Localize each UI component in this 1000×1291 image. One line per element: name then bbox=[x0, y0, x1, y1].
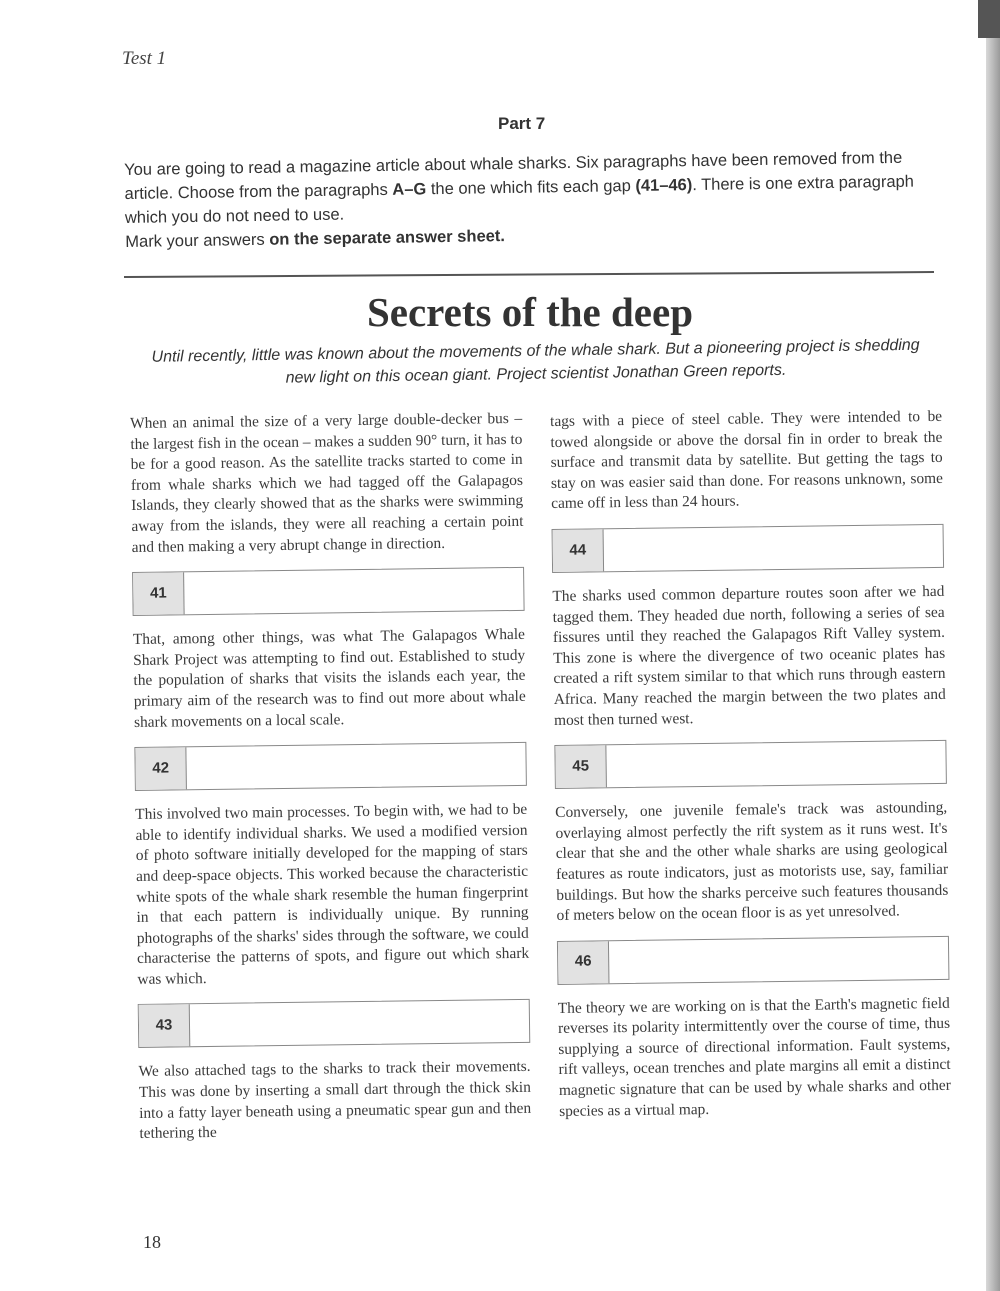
gap-answer-slot[interactable] bbox=[604, 525, 944, 571]
paragraph: The sharks used common departure routes soon after we had tagged them. They headed due north, following a series of sea fissures until they reached the Galapagos Rift Valley system. This zone is where the divergence of two oceanic plates has created a rift system similar to that which runs through eastern Africa. Many reached the margin between the two plates and most then turned west. bbox=[552, 582, 946, 729]
gap-answer-slot[interactable] bbox=[609, 937, 949, 983]
gap-number: 41 bbox=[133, 572, 185, 615]
gap-43-box[interactable] bbox=[138, 999, 531, 1048]
scan-edge-shadow bbox=[986, 0, 1000, 1291]
instructions-text-1: You are going to read a magazine article about whale sharks. Six paragraphs have been removed from the article. Choose from the paragraphs bbox=[124, 148, 903, 203]
left-column bbox=[130, 409, 532, 1145]
paragraph: The theory we are working on is that the Earth's magnetic field reverses its polarity intermittently over the course of time, thus supplying a source of directional information. Fault systems, rift valleys, ocean trenches and plate margins all emit a distinct magnetic signature that can be used by whale sharks and other species as a virtual map. bbox=[557, 994, 951, 1120]
gap-answer-slot[interactable] bbox=[186, 743, 526, 789]
gap-answer-slot[interactable] bbox=[184, 568, 524, 614]
gap-number: 45 bbox=[555, 745, 607, 788]
section-divider bbox=[124, 271, 934, 278]
gap-42-box[interactable] bbox=[134, 742, 527, 791]
instructions-text-3: . There is one extra paragraph which you do not need to use. bbox=[124, 172, 915, 227]
paragraph: That, among other things, was what The Galapagos Whale Shark Project was attempting to find out. Established to study the population of sharks that visits the islands each year, the primary aim of the research was to find out more about whale shark movements on a local scale. bbox=[132, 626, 526, 731]
paragraph: When an animal the size of a very large double-decker bus – the largest fish in the ocean – makes a sudden 90° turn, it has to be for a good reason. As the satellite tracks started to come in from whale sharks which we had tagged off the Galapagos Islands, they clearly showed that as the sharks were swimming away from the islands, they were all reaching a certain point and then making a very abrupt change in direction. bbox=[130, 409, 524, 556]
paragraph: This involved two main processes. To begin with, we had to be able to identify individual sharks. We used a modified version of photo software initially developed for the mapping of stars and deep-space objects. This worked because the characteristic white spots of the whale shark resemble the human fingerprint in that each pattern is individually unique. By running photographs of the sharks' sides through the software, we could characterise the patterns of spots, and figure out which shark was which. bbox=[135, 800, 530, 988]
answer-sheet-emphasis: on the separate answer sheet. bbox=[269, 227, 506, 249]
article-subtitle: Until recently, little was known about the movements of the whale shark. But a pioneering project is shedding new light on this ocean giant. Project scientist Jonathan Green reports. bbox=[151, 336, 920, 387]
test-label: Test 1 bbox=[122, 48, 167, 69]
paragraph: We also attached tags to the sharks to track their movements. This was done by inserting a small dart through the thick skin into a fatty layer beneath using a pneumatic spear gun and then tethering the bbox=[138, 1058, 532, 1143]
instructions-gap-range: (41–46) bbox=[635, 176, 693, 195]
gap-number: 44 bbox=[553, 529, 605, 572]
paragraph: tags with a piece of steel cable. They were intended to be towed alongside or above the dorsal fin in order to break the surface and transmit data by satellite. But getting the tags to stay on was easier said than done. For reasons unknown, some came off in less than 24 hours. bbox=[550, 407, 944, 513]
gap-41-box[interactable] bbox=[132, 567, 525, 616]
page-number: 18 bbox=[143, 1232, 161, 1252]
paragraph: Conversely, one juvenile female's track was astounding, overlaying almost perfectly the rift system as it runs west. It's clear that she and the other whale sharks are using geological features as route indicators, just as motorists use, say, familiar buildings. But how the sharks perceive such features thousands of meters below on the ocean floor is as yet unresolved. bbox=[555, 798, 949, 925]
part-title: Part 7 bbox=[498, 114, 546, 133]
right-column bbox=[550, 407, 951, 1122]
gap-answer-slot[interactable] bbox=[606, 741, 946, 787]
instructions bbox=[124, 145, 940, 254]
scan-edge-corner bbox=[978, 0, 1000, 38]
gap-46-box[interactable] bbox=[557, 936, 950, 985]
gap-45-box[interactable] bbox=[554, 740, 947, 789]
instructions-paragraph-range: A–G bbox=[392, 180, 427, 199]
article-title: Secrets of the deep bbox=[366, 289, 694, 335]
gap-number: 42 bbox=[135, 747, 187, 790]
mark-answers-text: Mark your answers bbox=[125, 230, 270, 251]
gap-44-box[interactable] bbox=[552, 524, 945, 573]
instructions-text-2: the one which fits each gap bbox=[426, 176, 636, 199]
gap-number: 43 bbox=[139, 1005, 191, 1048]
gap-answer-slot[interactable] bbox=[190, 1000, 530, 1046]
gap-number: 46 bbox=[558, 941, 610, 984]
